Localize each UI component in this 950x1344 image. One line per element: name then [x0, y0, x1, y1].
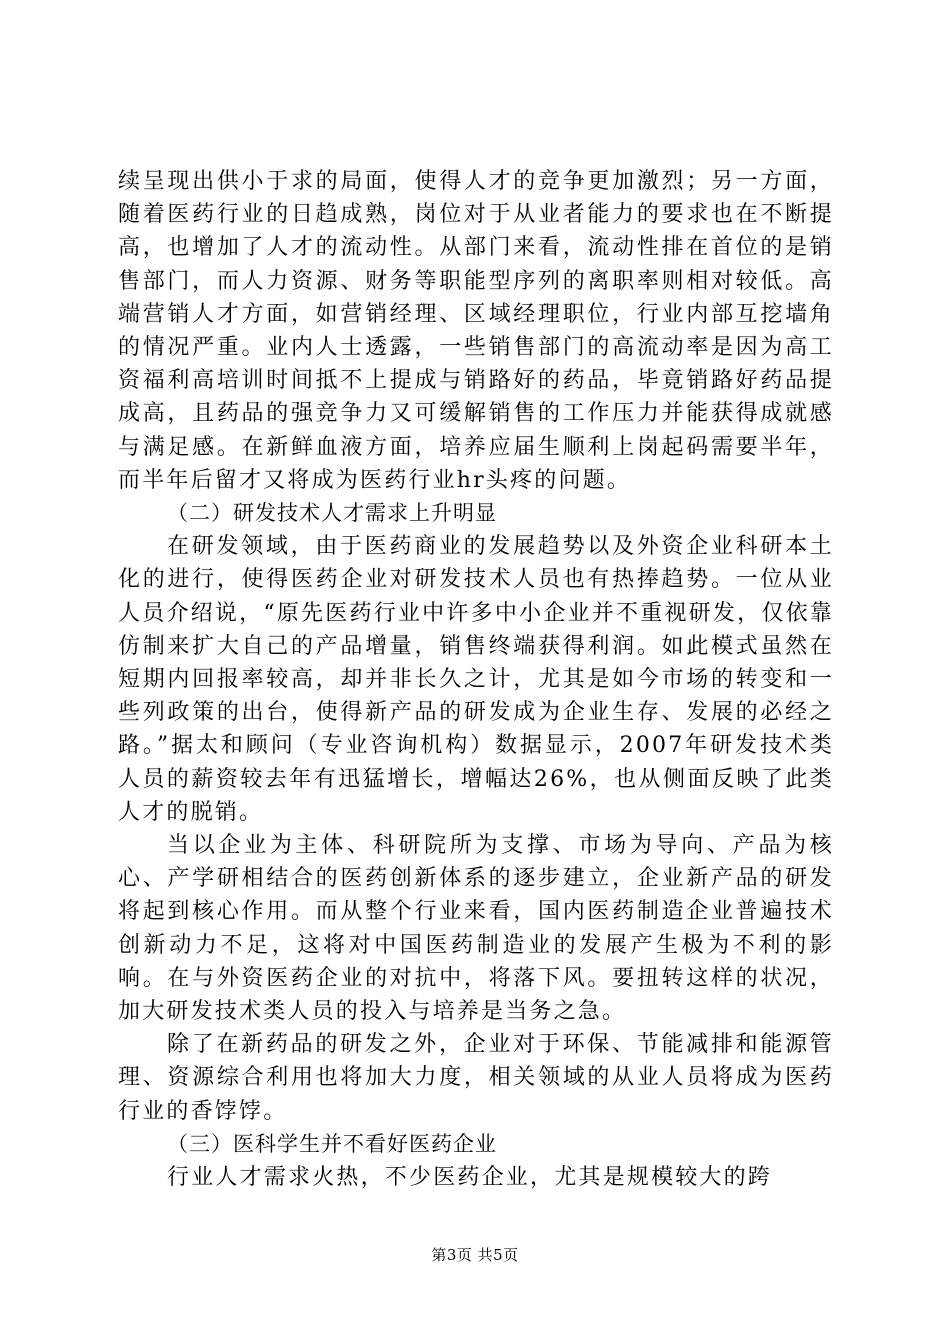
- page-footer: 第3页 共5页: [431, 1246, 519, 1264]
- section-heading-3: （三）医科学生并不看好医药企业: [167, 1131, 497, 1156]
- paragraph-rd-demand: 在研发领域，由于医药商业的发展趋势以及外资企业科研本土化的进行，使得医药企业对研发技术人员也有热捧趋势。一位从业人员介绍说，“原先医药行业中许多中小企业并不重视研发，仅依靠仿制来扩大自己的产品增量，销售终端获得利润。如此模式虽然在短期内回报率较高，却并非长久之计，尤其是如今市场的转变和一些列政策的出台，使得新产品的研发成为企业生存、发展的必经之路。”据太和顾问（专业咨询机构）数据显示，2007年研发技术类人员的薪资较去年有迅猛增长，增幅达26%，也从侧面反映了此类人才的脱销。: [118, 534, 834, 825]
- section-heading-2: （二）研发技术人才需求上升明显: [167, 501, 497, 526]
- document-body: [118, 165, 834, 1194]
- paragraph-continued: 续呈现出供小于求的局面，使得人才的竞争更加激烈；另一方面，随着医药行业的日趋成熟，岗位对于从业者能力的要求也在不断提高，也增加了人才的流动性。从部门来看，流动性排在首位的是销售部门，而人力资源、财务等职能型序列的离职率则相对较低。高端营销人才方面，如营销经理、区域经理职位，行业内部互挖墙角的情况严重。业内人士透露，一些销售部门的高流动率是因为高工资福利高培训时间抵不上提成与销路好的药品，毕竟销路好药品提成高，且药品的强竞争力又可缓解销售的工作压力并能获得成就感与满足感。在新鲜血液方面，培养应届生顺利上岗起码需要半年，而半年后留才又将成为医药行业hr头疼的问题。: [118, 169, 834, 493]
- paragraph-environmental: 除了在新药品的研发之外，企业对于环保、节能减排和能源管理、资源综合利用也将加大力度，相关领域的从业人员将成为医药行业的香饽饽。: [118, 1032, 834, 1124]
- paragraph-talent-demand: 行业人才需求火热，不少医药企业，尤其是规模较大的跨: [167, 1165, 773, 1191]
- paragraph-innovation-system: 当以企业为主体、科研院所为支撑、市场为导向、产品为核心、产学研相结合的医药创新体系的逐步建立，企业新产品的研发将起到核心作用。而从整个行业来看，国内医药制造企业普遍技术创新动力不足，这将对中国医药制造业的发展产生极为不利的影响。在与外资医药企业的对抗中，将落下风。要扭转这样的状况，加大研发技术类人员的投入与培养是当务之急。: [118, 833, 834, 1025]
